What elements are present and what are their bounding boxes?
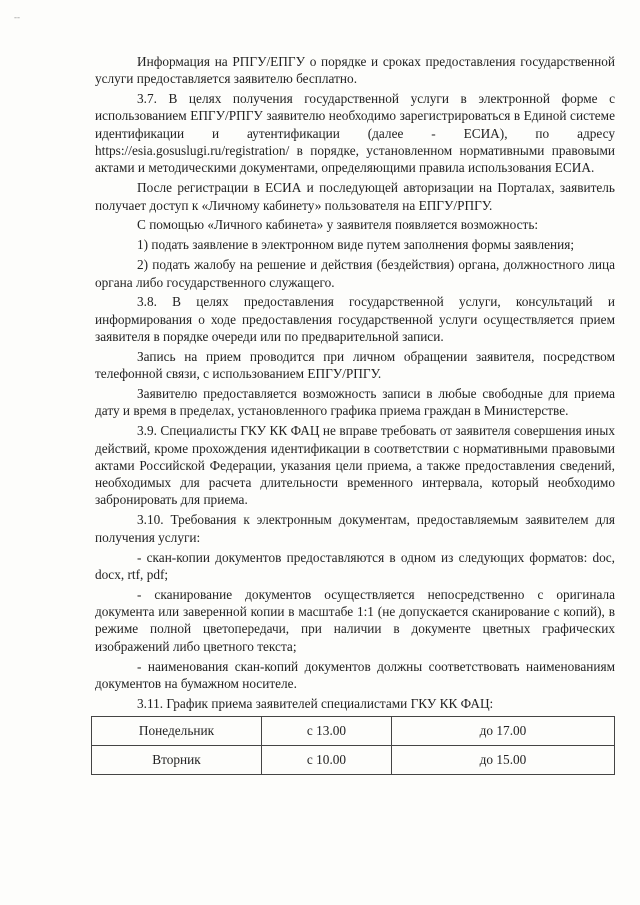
paragraph: Запись на прием проводится при личном обращении заявителя, посредством телефонной связи, с использованием ЕПГУ/РПГУ. (95, 348, 615, 382)
schedule-heading: 3.11. График приема заявителей специалистами ГКУ КК ФАЦ: (137, 695, 494, 711)
list-item: - скан-копии документов предоставляются в одном из следующих форматов: doc, docx, rtf, pdf; (95, 549, 615, 582)
document-body (95, 53, 615, 775)
paragraph: После регистрации в ЕСИА и последующей авторизации на Порталах, заявитель получает доступ к «Личному кабинету» пользователя на ЕПГУ/РПГУ. (95, 180, 615, 213)
list-item: - сканирование документов осуществляется непосредственно с оригинала документа или заверенной копии в масштабе 1:1 (не допускается сканирование с копий), в режиме полной цветопередачи, при наличии в документе цветных графических изображений либо цветного текста; (95, 586, 615, 654)
paragraph: 3.8. В целях предоставления государственной услуги, консультаций и информирования о ходе предоставления государственной услуги осуществляется прием заявителя в порядке очереди или по предварительной записи. (95, 294, 615, 345)
schedule-table (91, 716, 615, 775)
list-item: 2) подать жалобу на решение и действия (бездействия) органа, должностного лица органа либо государственного служащего. (95, 257, 615, 290)
list-item: 1) подать заявление в электронном виде путем заполнения формы заявления; (137, 237, 575, 253)
paragraph: Заявителю предоставляется возможность записи в любые свободные для приема дату и время в пределах, установленного графика приема граждан в Министерстве. (95, 386, 615, 419)
table-row (92, 717, 615, 746)
paragraph: 3.10. Требования к электронным документам, предоставляемым заявителем для получения услуги: (95, 512, 615, 545)
paragraph: С помощью «Личного кабинета» у заявителя появляется возможность: (137, 217, 539, 233)
schedule-day: Понедельник (92, 717, 262, 746)
paragraph: Информация на РПГУ/ЕПГУ о порядке и сроках предоставления государственной услуги предоставляется заявителю бесплатно. (95, 54, 615, 87)
schedule-to: до 15.00 (392, 746, 615, 775)
schedule-from: с 10.00 (262, 746, 392, 775)
schedule-to: до 17.00 (392, 717, 615, 746)
page-mark: -- (14, 12, 20, 22)
schedule-from: с 13.00 (262, 717, 392, 746)
schedule-day: Вторник (92, 746, 262, 775)
list-item: - наименования скан-копий документов должны соответствовать наименованиям документов на бумажном носителе. (95, 658, 615, 691)
paragraph: 3.9. Специалисты ГКУ КК ФАЦ не вправе требовать от заявителя совершения иных действий, кроме прохождения идентификации в соответствии с нормативными правовыми актами Российской Федерации, указания цели приема, а также предоставления сведений, необходимых для расчета длительности временного интервала, который необходимо забронировать для приема. (95, 423, 615, 508)
paragraph: 3.7. В целях получения государственной услуги в электронной форме с использованием ЕПГУ/РПГУ заявителю необходимо зарегистрироваться в Единой системе идентификации и аутентификации (далее - ЕСИА), по адресу https://esia.gosuslugi.ru/registration/ в порядке, установленном нормативными правовыми актами и методическими документами, определяющими правила использования ЕСИА. (95, 91, 615, 176)
table-row (92, 746, 615, 775)
